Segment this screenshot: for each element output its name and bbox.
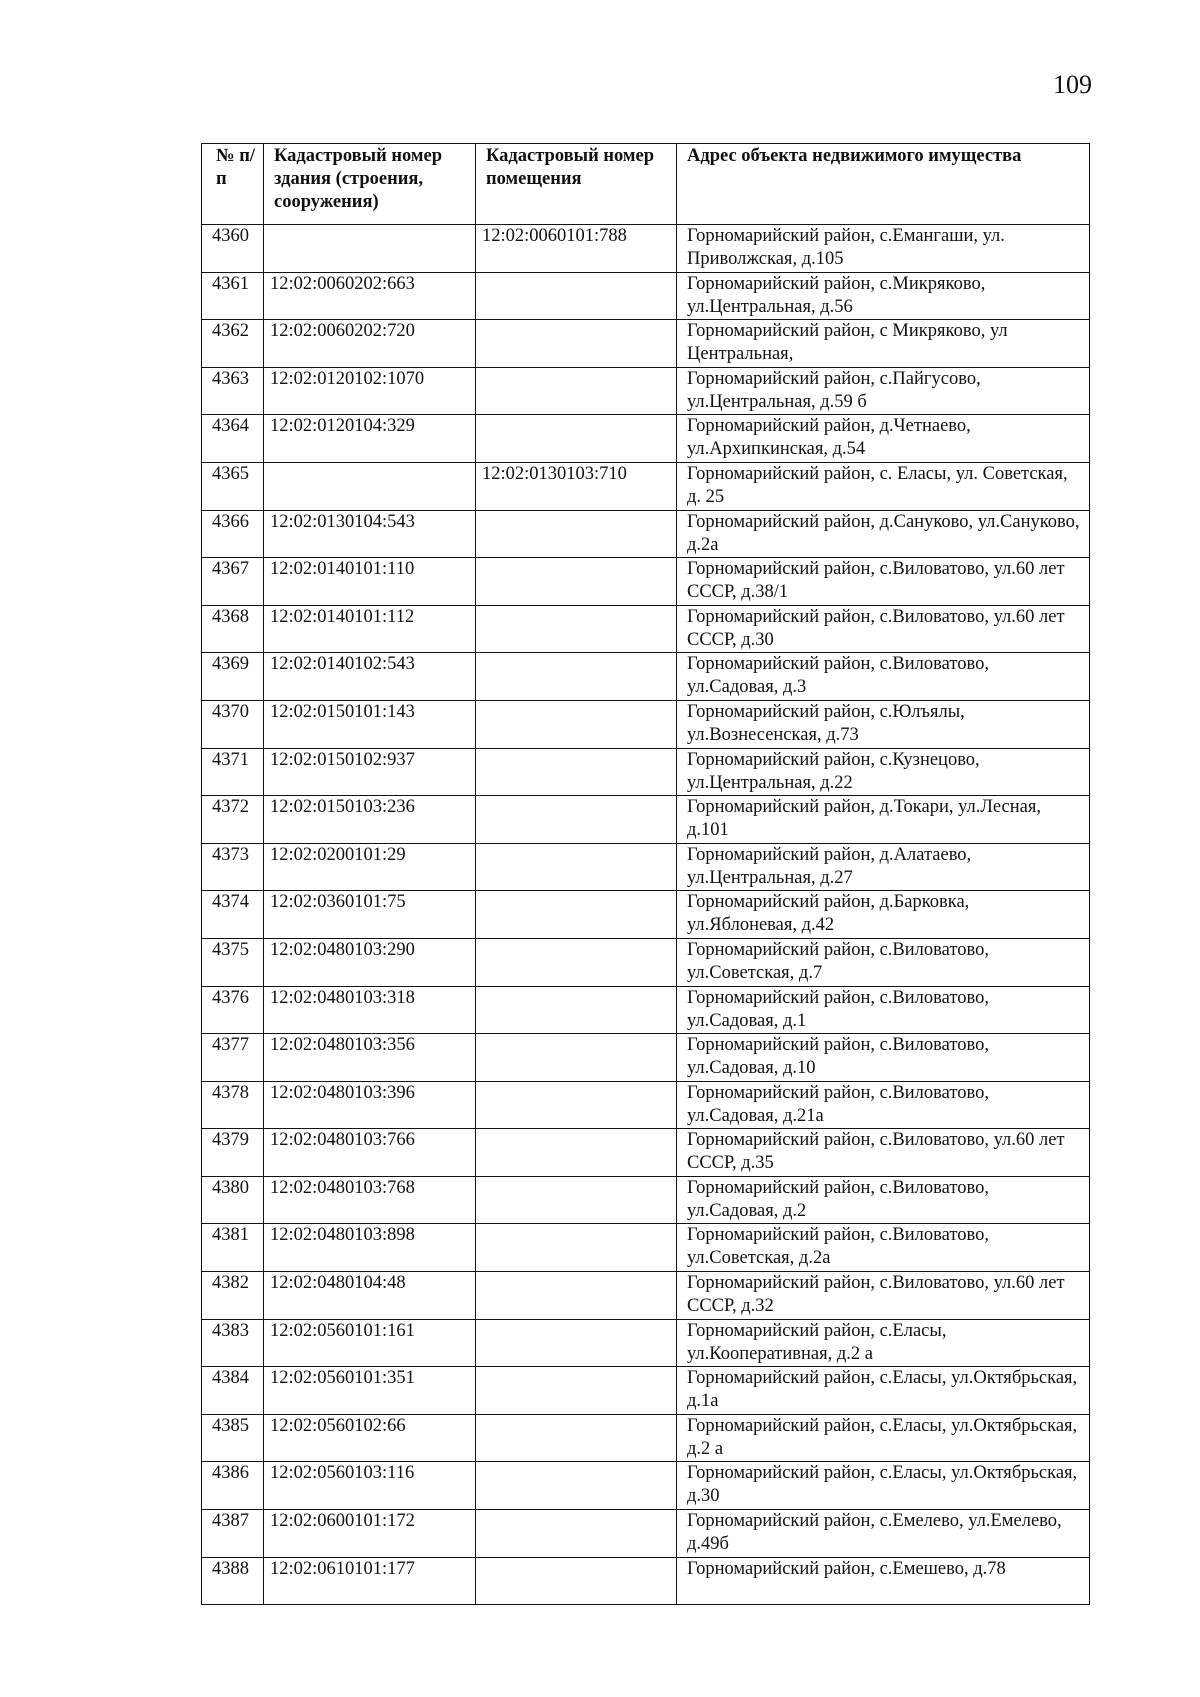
room-cadastral-number-cell	[476, 272, 677, 320]
room-cadastral-number-cell: 12:02:0060101:788	[476, 225, 677, 273]
table-row	[202, 748, 1090, 796]
room-cadastral-number-cell	[476, 1224, 677, 1272]
table-row	[202, 510, 1090, 558]
property-address-cell: Горномарийский район, с.Виловатово, ул.60 лет СССР, д.35	[677, 1129, 1090, 1177]
property-address-cell: Горномарийский район, с.Еласы, ул.Октябрьская, д.30	[677, 1462, 1090, 1510]
building-cadastral-number-cell: 12:02:0120104:329	[264, 415, 476, 463]
table-row	[202, 1176, 1090, 1224]
building-cadastral-number-cell: 12:02:0140101:110	[264, 558, 476, 606]
table-row	[202, 1034, 1090, 1082]
property-address-cell: Горномарийский район, с. Еласы, ул. Советская, д. 25	[677, 462, 1090, 510]
property-address-cell: Горномарийский район, с.Виловатово, ул.Советская, д.2а	[677, 1224, 1090, 1272]
property-address-cell: Горномарийский район, д.Четнаево, ул.Архипкинская, д.54	[677, 415, 1090, 463]
row-number-cell: 4378	[202, 1081, 264, 1129]
building-cadastral-number-cell: 12:02:0360101:75	[264, 891, 476, 939]
row-number-cell: 4371	[202, 748, 264, 796]
row-number-cell: 4362	[202, 320, 264, 368]
row-number-cell: 4367	[202, 558, 264, 606]
table-row	[202, 415, 1090, 463]
property-address-cell: Горномарийский район, с Микряково, ул Центральная,	[677, 320, 1090, 368]
property-address-cell: Горномарийский район, д.Барковка, ул.Яблоневая, д.42	[677, 891, 1090, 939]
property-address-cell: Горномарийский район, с.Еласы, ул.Октябрьская, д.1а	[677, 1367, 1090, 1415]
room-cadastral-number-cell	[476, 320, 677, 368]
page-number: 109	[1053, 70, 1092, 99]
building-cadastral-number-cell: 12:02:0480103:290	[264, 938, 476, 986]
room-cadastral-number-cell	[476, 558, 677, 606]
property-address-cell: Горномарийский район, с.Виловатово, ул.Садовая, д.10	[677, 1034, 1090, 1082]
room-cadastral-number-cell	[476, 1176, 677, 1224]
table-row	[202, 1129, 1090, 1177]
row-number-cell: 4366	[202, 510, 264, 558]
room-cadastral-number-cell	[476, 653, 677, 701]
building-cadastral-number-cell: 12:02:0150103:236	[264, 796, 476, 844]
row-number-cell: 4380	[202, 1176, 264, 1224]
table-row	[202, 1367, 1090, 1415]
property-address-cell: Горномарийский район, с.Юлъялы, ул.Вознесенская, д.73	[677, 700, 1090, 748]
property-address-cell: Горномарийский район, с.Пайгусово, ул.Центральная, д.59 б	[677, 367, 1090, 415]
row-number-cell: 4373	[202, 843, 264, 891]
table-row	[202, 320, 1090, 368]
building-cadastral-number-cell: 12:02:0060202:663	[264, 272, 476, 320]
row-number-cell: 4374	[202, 891, 264, 939]
room-cadastral-number-cell	[476, 415, 677, 463]
property-address-cell: Горномарийский район, д.Алатаево, ул.Центральная, д.27	[677, 843, 1090, 891]
room-cadastral-number-cell	[476, 843, 677, 891]
property-address-cell: Горномарийский район, д.Токари, ул.Лесная, д.101	[677, 796, 1090, 844]
row-number-cell: 4388	[202, 1557, 264, 1605]
property-address-cell: Горномарийский район, с.Емангаши, ул. Приволжская, д.105	[677, 225, 1090, 273]
table-row	[202, 558, 1090, 606]
table-row	[202, 938, 1090, 986]
row-number-cell: 4372	[202, 796, 264, 844]
table-row	[202, 225, 1090, 273]
table-row	[202, 796, 1090, 844]
property-address-cell: Горномарийский район, с.Виловатово, ул.60 лет СССР, д.32	[677, 1272, 1090, 1320]
table-row	[202, 700, 1090, 748]
building-cadastral-number-cell: 12:02:0480103:766	[264, 1129, 476, 1177]
room-cadastral-number-cell	[476, 1272, 677, 1320]
property-address-cell: Горномарийский район, с.Еласы, ул.Октябрьская, д.2 а	[677, 1414, 1090, 1462]
property-registry-table	[201, 143, 1090, 1605]
table-row	[202, 1414, 1090, 1462]
property-address-cell: Горномарийский район, с.Виловатово, ул.60 лет СССР, д.30	[677, 605, 1090, 653]
room-cadastral-number-cell	[476, 367, 677, 415]
room-cadastral-number-cell	[476, 1129, 677, 1177]
row-number-cell: 4384	[202, 1367, 264, 1415]
building-cadastral-number-cell: 12:02:0480103:396	[264, 1081, 476, 1129]
table-row	[202, 1462, 1090, 1510]
building-cadastral-number-cell: 12:02:0480103:356	[264, 1034, 476, 1082]
row-number-cell: 4364	[202, 415, 264, 463]
building-cadastral-number-cell: 12:02:0140102:543	[264, 653, 476, 701]
room-cadastral-number-cell	[476, 1510, 677, 1558]
table-row	[202, 367, 1090, 415]
row-number-cell: 4377	[202, 1034, 264, 1082]
room-cadastral-number-cell	[476, 1462, 677, 1510]
table-row	[202, 1272, 1090, 1320]
room-cadastral-number-cell	[476, 1081, 677, 1129]
table-row	[202, 1557, 1090, 1605]
table-row	[202, 986, 1090, 1034]
room-cadastral-number-cell	[476, 700, 677, 748]
building-cadastral-number-cell: 12:02:0150101:143	[264, 700, 476, 748]
building-cadastral-number-cell: 12:02:0200101:29	[264, 843, 476, 891]
property-address-cell: Горномарийский район, с.Емелево, ул.Емелево, д.49б	[677, 1510, 1090, 1558]
building-cadastral-number-cell	[264, 225, 476, 273]
table-header	[202, 144, 1090, 225]
table-row	[202, 462, 1090, 510]
room-cadastral-number-cell: 12:02:0130103:710	[476, 462, 677, 510]
table-row	[202, 1081, 1090, 1129]
building-cadastral-number-cell: 12:02:0480103:318	[264, 986, 476, 1034]
table-row	[202, 1319, 1090, 1367]
table-row	[202, 653, 1090, 701]
row-number-cell: 4369	[202, 653, 264, 701]
row-number-cell: 4376	[202, 986, 264, 1034]
building-cadastral-number-cell: 12:02:0150102:937	[264, 748, 476, 796]
header-property-address: Адрес объекта недвижимого имущества	[677, 144, 1090, 225]
building-cadastral-number-cell: 12:02:0120102:1070	[264, 367, 476, 415]
table-row	[202, 1510, 1090, 1558]
building-cadastral-number-cell: 12:02:0560102:66	[264, 1414, 476, 1462]
room-cadastral-number-cell	[476, 1034, 677, 1082]
row-number-cell: 4385	[202, 1414, 264, 1462]
property-address-cell: Горномарийский район, с.Виловатово, ул.60 лет СССР, д.38/1	[677, 558, 1090, 606]
building-cadastral-number-cell: 12:02:0560101:351	[264, 1367, 476, 1415]
room-cadastral-number-cell	[476, 891, 677, 939]
building-cadastral-number-cell: 12:02:0560103:116	[264, 1462, 476, 1510]
building-cadastral-number-cell: 12:02:0480104:48	[264, 1272, 476, 1320]
room-cadastral-number-cell	[476, 796, 677, 844]
property-address-cell: Горномарийский район, с.Виловатово, ул.Садовая, д.1	[677, 986, 1090, 1034]
row-number-cell: 4382	[202, 1272, 264, 1320]
building-cadastral-number-cell	[264, 462, 476, 510]
row-number-cell: 4361	[202, 272, 264, 320]
property-address-cell: Горномарийский район, с.Кузнецово, ул.Центральная, д.22	[677, 748, 1090, 796]
table-row	[202, 272, 1090, 320]
room-cadastral-number-cell	[476, 938, 677, 986]
header-room-cadastral-number: Кадастровый номер помещения	[476, 144, 677, 225]
row-number-cell: 4370	[202, 700, 264, 748]
row-number-cell: 4383	[202, 1319, 264, 1367]
property-address-cell: Горномарийский район, с.Виловатово, ул.Советская, д.7	[677, 938, 1090, 986]
building-cadastral-number-cell: 12:02:0610101:177	[264, 1557, 476, 1605]
header-row	[202, 144, 1090, 225]
room-cadastral-number-cell	[476, 986, 677, 1034]
row-number-cell: 4360	[202, 225, 264, 273]
table-row	[202, 891, 1090, 939]
row-number-cell: 4379	[202, 1129, 264, 1177]
room-cadastral-number-cell	[476, 1557, 677, 1605]
building-cadastral-number-cell: 12:02:0600101:172	[264, 1510, 476, 1558]
room-cadastral-number-cell	[476, 605, 677, 653]
building-cadastral-number-cell: 12:02:0480103:768	[264, 1176, 476, 1224]
property-address-cell: Горномарийский район, с.Виловатово, ул.Садовая, д.3	[677, 653, 1090, 701]
table-row	[202, 843, 1090, 891]
row-number-cell: 4375	[202, 938, 264, 986]
building-cadastral-number-cell: 12:02:0130104:543	[264, 510, 476, 558]
row-number-cell: 4381	[202, 1224, 264, 1272]
property-address-cell: Горномарийский район, д.Сануково, ул.Сануково, д.2а	[677, 510, 1090, 558]
room-cadastral-number-cell	[476, 1367, 677, 1415]
property-address-cell: Горномарийский район, с.Емешево, д.78	[677, 1557, 1090, 1605]
header-building-cadastral-number: Кадастровый номер здания (строения, сооружения)	[264, 144, 476, 225]
table-row	[202, 605, 1090, 653]
table-body	[202, 225, 1090, 1605]
row-number-cell: 4363	[202, 367, 264, 415]
room-cadastral-number-cell	[476, 748, 677, 796]
row-number-cell: 4386	[202, 1462, 264, 1510]
table-row	[202, 1224, 1090, 1272]
building-cadastral-number-cell: 12:02:0480103:898	[264, 1224, 476, 1272]
building-cadastral-number-cell: 12:02:0140101:112	[264, 605, 476, 653]
room-cadastral-number-cell	[476, 1414, 677, 1462]
property-address-cell: Горномарийский район, с.Виловатово, ул.Садовая, д.21а	[677, 1081, 1090, 1129]
row-number-cell: 4365	[202, 462, 264, 510]
row-number-cell: 4368	[202, 605, 264, 653]
room-cadastral-number-cell	[476, 510, 677, 558]
property-address-cell: Горномарийский район, с.Виловатово, ул.Садовая, д.2	[677, 1176, 1090, 1224]
property-address-cell: Горномарийский район, с.Еласы, ул.Кооперативная, д.2 а	[677, 1319, 1090, 1367]
building-cadastral-number-cell: 12:02:0560101:161	[264, 1319, 476, 1367]
building-cadastral-number-cell: 12:02:0060202:720	[264, 320, 476, 368]
room-cadastral-number-cell	[476, 1319, 677, 1367]
property-address-cell: Горномарийский район, с.Микряково, ул.Центральная, д.56	[677, 272, 1090, 320]
header-row-number: № п/п	[202, 144, 264, 225]
row-number-cell: 4387	[202, 1510, 264, 1558]
